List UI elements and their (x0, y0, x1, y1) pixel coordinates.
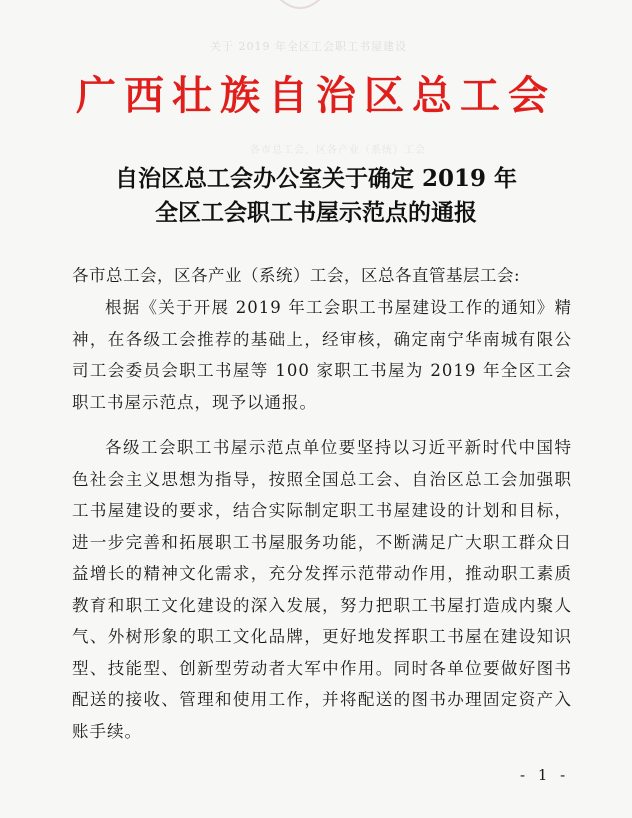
bleed-through-text-mid: 各市总工会，区各产业（系统）工会 (250, 145, 426, 156)
page-number: - 1 - (520, 766, 570, 784)
salutation: 各市总工会，区各产业（系统）工会，区总各直管基层工会: (72, 266, 521, 285)
organization-header: 广西壮族自治区总工会 (76, 72, 556, 119)
body-paragraph-1: 根据《关于开展 2019 年工会职工书屋建设工作的通知》精神，在各级工会推荐的基础上，经审核，确定南宁华南城有限公司工会委员会职工书屋等 100 家职工书屋为 2019 年全区工会职工书屋示范点，现予以通报。 (72, 298, 572, 412)
document-title-line-1: 自治区总工会办公室关于确定 2019 年 (114, 165, 518, 192)
bleed-through-text-top: 关于 2019 年全区工会职工书屋建设 (210, 40, 407, 53)
bleed-through-emblem-icon (270, 0, 330, 16)
document-title-line-2: 全区工会职工书屋示范点的通报 (155, 199, 477, 226)
body-paragraph-2: 各级工会职工书屋示范点单位要坚持以习近平新时代中国特色社会主义思想为指导，按照全国总工会、自治区总工会加强职工书屋建设的要求，结合实际制定职工书屋建设的计划和目标，进一步完善和拓展职工书屋服务功能，不断满足广大职工群众日益增长的精神文化需求，充分发挥示范带动作用，推动职工素质教育和职工文化建设的深入发展，努力把职工书屋打造成内聚人气、外树形象的职工文化品牌，更好地发挥职工书屋在建设知识型、技能型、创新型劳动者大军中作用。同时各单位要做好图书配送的接收、管理和使用工作，并将配送的图书办理固定资产入账手续。 (72, 438, 572, 741)
